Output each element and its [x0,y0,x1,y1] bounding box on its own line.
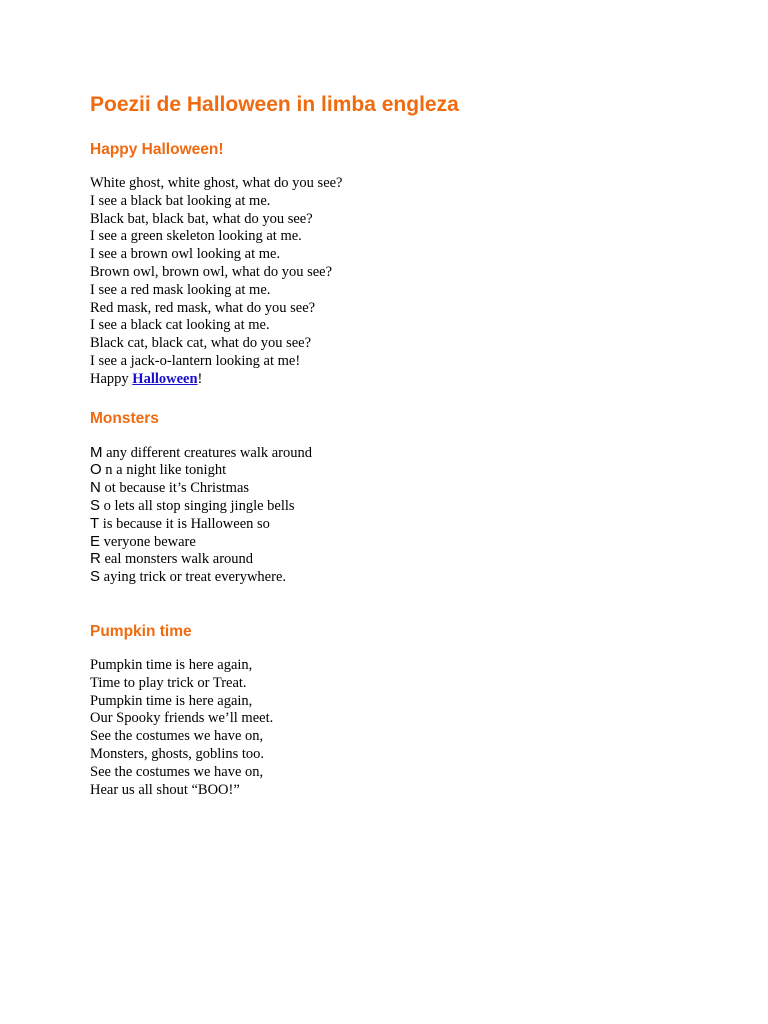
poem-line: Black cat, black cat, what do you see? [90,335,312,352]
poem-line: I see a jack-o-lantern looking at me! [90,352,301,369]
poem-line: I see a green skeleton looking at me. [90,228,302,245]
poem-happy-halloween [90,175,710,389]
poem-line: Monsters, ghosts, goblins too. [90,745,265,762]
acrostic-text: n a night like tonight [101,462,227,479]
poem-line: Brown owl, brown owl, what do you see? [90,263,333,280]
acrostic-letter: E [90,532,101,550]
poem-line: I see a black bat looking at me. [90,192,271,209]
acrostic-text: is because it is Halloween so [99,515,270,532]
acrostic-letter: R [90,550,101,568]
acrostic-line [90,461,710,479]
acrostic-text: eal monsters walk around [100,551,254,568]
poem-line: Black bat, black bat, what do you see? [90,210,313,227]
poem-line: See the costumes we have on, [90,728,264,745]
poem-line: I see a red mask looking at me. [90,281,271,298]
acrostic-line [90,550,710,568]
acrostic-text: any different creatures walk around [102,444,312,461]
acrostic-text: aying trick or treat everywhere. [100,569,287,586]
acrostic-line [90,444,710,462]
poem-heading-happy-halloween: Happy Halloween! [90,141,224,158]
poem-line-suffix: ! [197,370,203,387]
acrostic-text: ot because it’s Christmas [100,480,250,497]
poem-pumpkin-time [90,657,710,799]
poem-line-prefix: Happy [90,370,133,387]
poem-line: White ghost, white ghost, what do you see? [90,175,343,191]
poem-line: Time to play trick or Treat. [90,674,247,691]
poem-heading-pumpkin-time: Pumpkin time [90,622,192,640]
acrostic-line [90,479,710,497]
acrostic-text: o lets all stop singing jingle bells [100,497,295,514]
acrostic-text: veryone beware [100,533,196,550]
poem-line-last [90,371,710,389]
page-title: Poezii de Halloween in limba engleza [90,93,459,116]
poem-heading-monsters: Monsters [90,409,159,427]
poem-line: I see a black cat looking at me. [90,317,270,334]
poem-line: Hear us all shout “BOO!” [90,781,240,798]
poem-line: I see a brown owl looking at me. [90,246,281,263]
acrostic-letter: N [90,479,101,497]
poem-line: Pumpkin time is here again, [90,656,253,673]
poem-line: See the costumes we have on, [90,763,264,780]
acrostic-line [90,497,710,515]
halloween-link[interactable]: Halloween [132,370,198,387]
acrostic-line [90,568,710,586]
acrostic-letter: M [90,443,103,461]
poem-monsters [90,444,710,586]
acrostic-letter: S [90,496,101,514]
acrostic-line [90,533,710,551]
poem-line: Pumpkin time is here again, [90,692,253,709]
acrostic-letter: S [90,568,101,586]
document-content [90,90,710,799]
poem-line: Red mask, red mask, what do you see? [90,299,316,316]
acrostic-letter: T [90,514,100,532]
poem-line: Our Spooky friends we’ll meet. [90,710,274,727]
acrostic-letter: O [90,461,102,479]
acrostic-line [90,515,710,533]
